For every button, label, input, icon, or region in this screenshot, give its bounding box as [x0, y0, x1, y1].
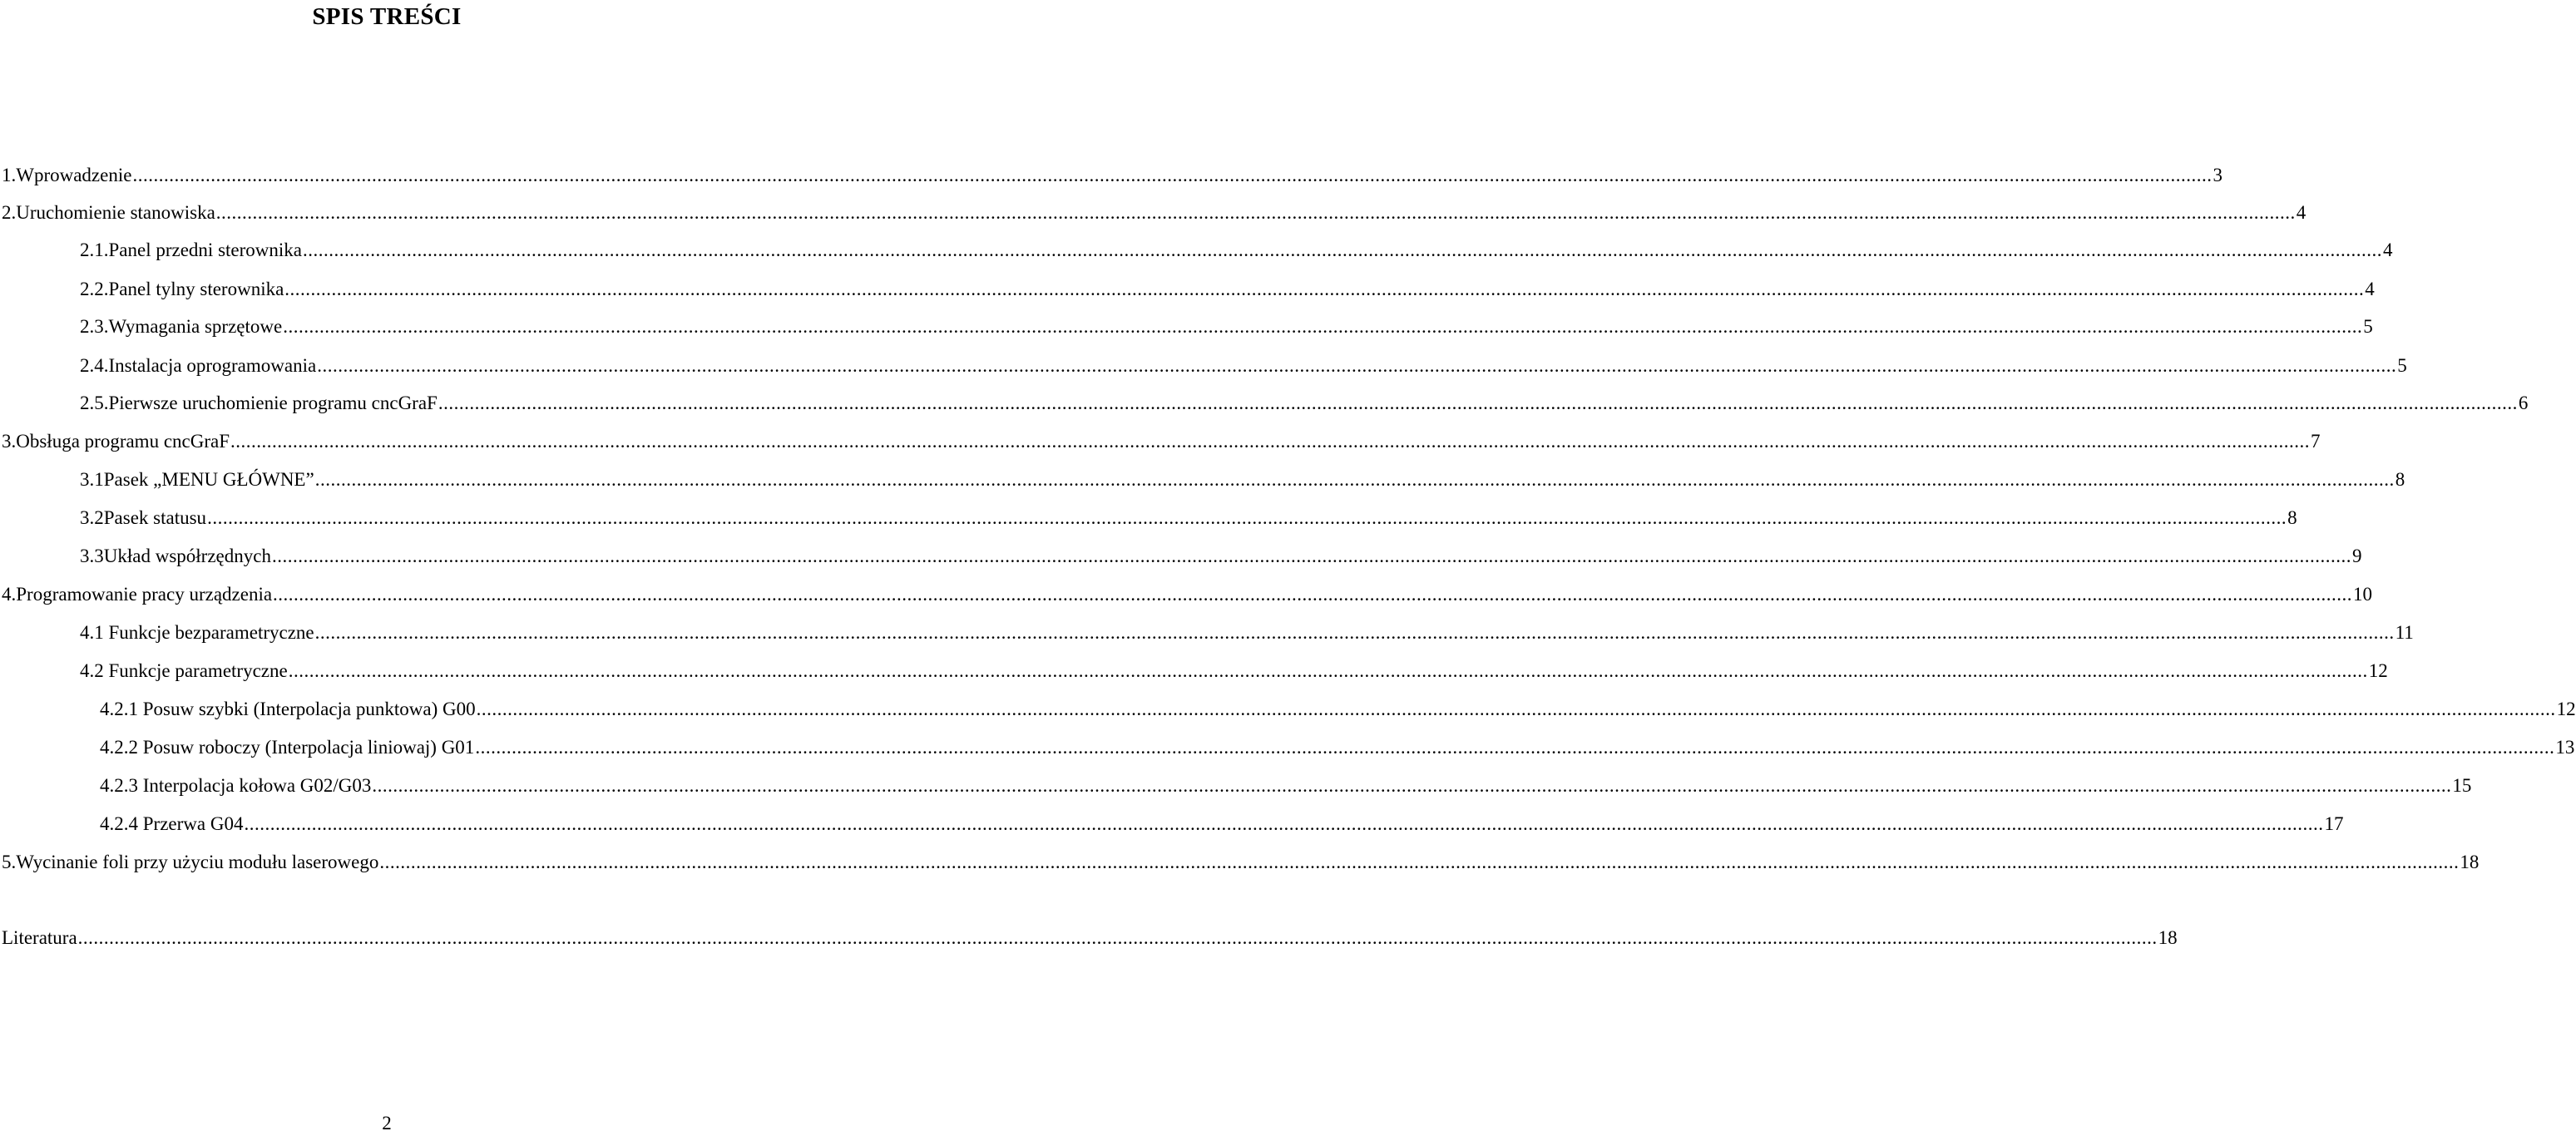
dot-leader: ................................................................................................................................................................................................................................................................................................................................................................................................................ — [438, 393, 2518, 413]
toc-entry-title: 4.2.4 Przerwa G04 — [100, 813, 244, 834]
toc-entry-title: 4.2.3 Interpolacja kołowa G02/G03 — [100, 775, 372, 796]
toc-entry[interactable] — [100, 697, 2576, 722]
dot-leader: ................................................................................................................................................................................................................................................................................................................................................................................................................ — [283, 316, 2363, 337]
toc-entry-title: Panel przedni sterownika — [108, 240, 302, 260]
dot-leader: ................................................................................................................................................................................................................................................................................................................................................................................................................ — [475, 737, 2555, 758]
toc-entry-page: 11 — [2395, 622, 2414, 643]
toc-entry[interactable] — [80, 277, 2375, 302]
toc-entry-title: Pierwsze uruchomienie programu cncGraF — [108, 393, 438, 413]
toc-entry[interactable] — [100, 812, 2344, 837]
toc-entry[interactable] — [2, 200, 2307, 225]
toc-entry-title: 4.2 Funkcje parametryczne — [80, 660, 288, 681]
toc-entry-title: Pasek „MENU GŁÓWNE” — [103, 469, 314, 490]
dot-leader: ................................................................................................................................................................................................................................................................................................................................................................................................................ — [288, 660, 2368, 681]
toc-entry-title: Uruchomienie stanowiska — [16, 202, 215, 223]
dot-leader: ................................................................................................................................................................................................................................................................................................................................................................................................................ — [302, 240, 2382, 260]
toc-entry[interactable] — [2, 582, 2373, 607]
toc-entry-title: Panel tylny sterownika — [108, 279, 284, 299]
toc-entry[interactable] — [80, 467, 2405, 492]
toc-entry-page: 10 — [2353, 584, 2373, 605]
dot-leader: ................................................................................................................................................................................................................................................................................................................................................................................................................ — [273, 584, 2353, 605]
toc-entry-title: 4.1 Funkcje bezparametryczne — [80, 622, 314, 643]
toc-entry-title: Obsługa programu cncGraF — [16, 431, 230, 452]
toc-entry-page: 6 — [2518, 393, 2529, 413]
toc-entry[interactable] — [80, 238, 2393, 263]
toc-entry-page: 4 — [2365, 279, 2375, 299]
toc-entry[interactable] — [100, 735, 2575, 760]
toc-entry-title: 4.2.1 Posuw szybki (Interpolacja punktowa) G00 — [100, 699, 476, 719]
toc-entry[interactable] — [80, 620, 2414, 645]
toc-entry[interactable] — [80, 314, 2373, 339]
toc-entry-title: Układ współrzędnych — [103, 546, 271, 566]
toc-entry[interactable] — [2, 926, 2178, 951]
toc-entry-number: 2. — [2, 202, 17, 223]
page-number: 2 — [382, 1113, 392, 1134]
dot-leader: ................................................................................................................................................................................................................................................................................................................................................................................................................ — [476, 699, 2556, 719]
dot-leader: ................................................................................................................................................................................................................................................................................................................................................................................................................ — [207, 507, 2287, 528]
toc-entry-title: Wycinanie foli przy użyciu modułu laserowego — [16, 852, 379, 872]
toc-entry-number: 2.1. — [80, 240, 109, 260]
toc-entry[interactable] — [80, 659, 2388, 684]
dot-leader: ................................................................................................................................................................................................................................................................................................................................................................................................................ — [372, 775, 2452, 796]
toc-entry-page: 5 — [2363, 316, 2373, 337]
toc-entry[interactable] — [80, 506, 2297, 531]
toc-entry-number: 3.2 — [80, 507, 104, 528]
toc-entry-page: 12 — [2556, 699, 2576, 719]
toc-entry-page: 5 — [2397, 355, 2407, 376]
dot-leader: ................................................................................................................................................................................................................................................................................................................................................................................................................ — [77, 927, 2158, 948]
toc-entry-number: 3. — [2, 431, 17, 452]
toc-entry-page: 8 — [2287, 507, 2297, 528]
toc-entry-page: 15 — [2452, 775, 2472, 796]
dot-leader: ................................................................................................................................................................................................................................................................................................................................................................................................................ — [215, 202, 2296, 223]
dot-leader: ................................................................................................................................................................................................................................................................................................................................................................................................................ — [244, 813, 2324, 834]
toc-entry-page: 7 — [2311, 431, 2321, 452]
dot-leader: ................................................................................................................................................................................................................................................................................................................................................................................................................ — [230, 431, 2311, 452]
toc-entry[interactable] — [80, 391, 2529, 416]
toc-entry-title: Wprowadzenie — [16, 165, 132, 185]
dot-leader: ................................................................................................................................................................................................................................................................................................................................................................................................................ — [314, 622, 2395, 643]
dot-leader: ................................................................................................................................................................................................................................................................................................................................................................................................................ — [284, 279, 2365, 299]
toc-entry[interactable] — [2, 429, 2321, 454]
page-title: SPIS TREŚCI — [312, 3, 462, 30]
toc-entry[interactable] — [80, 353, 2407, 378]
toc-entry-page: 3 — [2213, 165, 2222, 185]
toc-entry-page: 18 — [2158, 927, 2178, 948]
toc-entry-title: 4.2.2 Posuw roboczy (Interpolacja liniowaj) G01 — [100, 737, 475, 758]
toc-entry-number: 2.5. — [80, 393, 109, 413]
dot-leader: ................................................................................................................................................................................................................................................................................................................................................................................................................ — [314, 469, 2395, 490]
toc-entry-title: Wymagania sprzętowe — [108, 316, 283, 337]
toc-entry-title: Programowanie pracy urządzenia — [16, 584, 273, 605]
toc-entry[interactable] — [2, 850, 2480, 875]
dot-leader: ................................................................................................................................................................................................................................................................................................................................................................................................................ — [271, 546, 2351, 566]
toc-entry[interactable] — [2, 163, 2222, 188]
toc-entry-page: 4 — [2382, 240, 2393, 260]
toc-entry-number: 2.3. — [80, 316, 109, 337]
toc-entry-number: 5. — [2, 852, 17, 872]
toc-entry-page: 18 — [2460, 852, 2480, 872]
dot-leader: ................................................................................................................................................................................................................................................................................................................................................................................................................ — [379, 852, 2460, 872]
toc-entry-page: 13 — [2555, 737, 2575, 758]
toc-entry[interactable] — [80, 544, 2362, 569]
toc-entry-title: Pasek statusu — [103, 507, 207, 528]
toc-entry-page: 4 — [2296, 202, 2307, 223]
toc-entry-number: 4. — [2, 584, 17, 605]
dot-leader: ................................................................................................................................................................................................................................................................................................................................................................................................................ — [132, 165, 2213, 185]
toc-entry-title: Literatura — [2, 927, 77, 948]
toc-entry-page: 9 — [2351, 546, 2362, 566]
toc-entry-page: 17 — [2324, 813, 2344, 834]
dot-leader: ................................................................................................................................................................................................................................................................................................................................................................................................................ — [317, 355, 2397, 376]
toc-entry-number: 2.2. — [80, 279, 109, 299]
toc-entry-page: 8 — [2395, 469, 2405, 490]
toc-entry-number: 3.1 — [80, 469, 104, 490]
toc-entry[interactable] — [100, 773, 2472, 798]
toc-entry-page: 12 — [2368, 660, 2388, 681]
toc-entry-title: Instalacja oprogramowania — [108, 355, 317, 376]
toc-entry-number: 2.4. — [80, 355, 109, 376]
toc-entry-number: 3.3 — [80, 546, 104, 566]
toc-entry-number: 1. — [2, 165, 17, 185]
